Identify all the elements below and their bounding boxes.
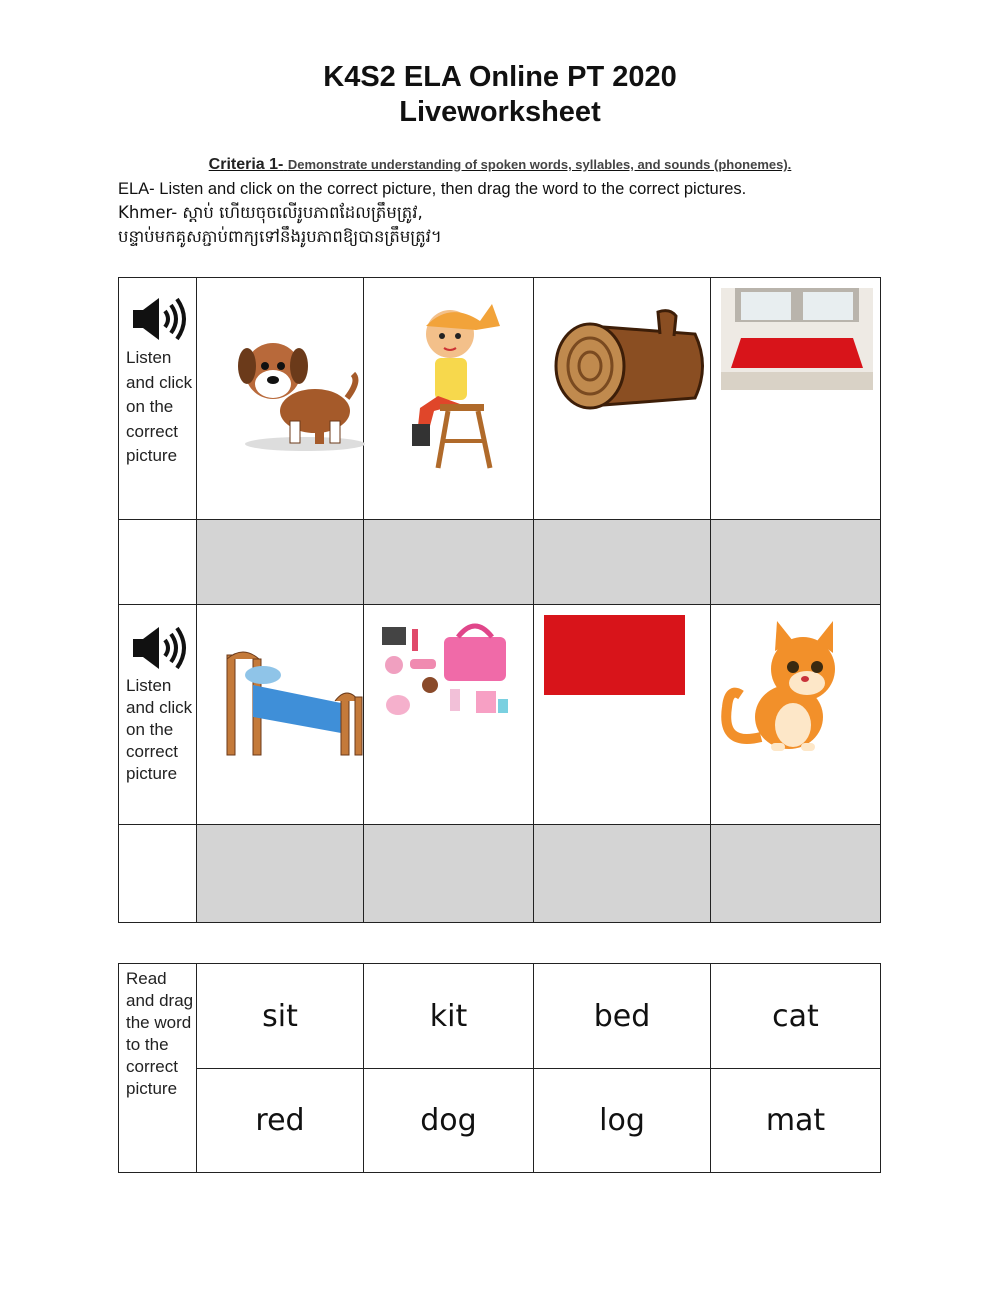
picture-log[interactable] xyxy=(534,278,711,520)
ela-instruction: ELA- Listen and click on the correct picture, then drag the word to the correct pictures. xyxy=(118,180,747,198)
picture-beauty-kit[interactable] xyxy=(364,605,534,825)
word-card[interactable]: red xyxy=(197,1069,364,1173)
log-image xyxy=(550,306,712,426)
listen-label: Listen and click on the correct picture xyxy=(126,348,193,465)
khmer-instruction-line1: Khmer- ស្តាប់ ហើយចុចលើរូបភាពដែលត្រឹមត្រូវ, xyxy=(118,203,423,222)
speaker-icon[interactable] xyxy=(131,296,191,342)
picture-doormat[interactable] xyxy=(711,278,881,520)
picture-girl-sitting[interactable] xyxy=(364,278,534,520)
picture-red-mat[interactable] xyxy=(534,605,711,825)
drop-zone-5[interactable] xyxy=(197,825,364,923)
drop-zone-6[interactable] xyxy=(364,825,534,923)
word-card[interactable]: bed xyxy=(534,964,711,1069)
criteria-lead: Criteria 1- xyxy=(208,156,284,173)
dog-image xyxy=(235,326,365,456)
word-card[interactable]: dog xyxy=(364,1069,534,1173)
picture-grid xyxy=(118,277,881,923)
row2-label-cell xyxy=(119,605,197,825)
criteria-description: Demonstrate understanding of spoken words, syllables, and sounds (phonemes). xyxy=(287,157,792,172)
word-card[interactable]: sit xyxy=(197,964,364,1069)
row1-empty-cell xyxy=(119,520,197,605)
word-bank xyxy=(118,963,881,1173)
cat-image xyxy=(721,617,851,757)
drop-zone-1[interactable] xyxy=(197,520,364,605)
word-card[interactable]: log xyxy=(534,1069,711,1173)
drop-zone-4[interactable] xyxy=(711,520,881,605)
drop-zone-3[interactable] xyxy=(534,520,711,605)
listen-label: Listen and click on the correct picture xyxy=(126,676,193,783)
beauty-kit-image xyxy=(380,619,520,723)
picture-cat[interactable] xyxy=(711,605,881,825)
word-card[interactable]: cat xyxy=(711,964,881,1069)
girl-on-stool-image xyxy=(400,296,510,476)
bed-image xyxy=(223,645,363,763)
word-card[interactable]: mat xyxy=(711,1069,881,1173)
drop-zone-2[interactable] xyxy=(364,520,534,605)
drop-zone-8[interactable] xyxy=(711,825,881,923)
row2-empty-cell xyxy=(119,825,197,923)
row1-label-cell xyxy=(119,278,197,520)
khmer-instruction-line2: បន្ទាប់មកគូសភ្ជាប់ពាក្យទៅនឹងរូបភាពឱ្យបានត្រឹមត្រូវ។ xyxy=(118,227,442,246)
picture-bed[interactable] xyxy=(197,605,364,825)
speaker-icon[interactable] xyxy=(131,625,191,671)
word-card[interactable]: kit xyxy=(364,964,534,1069)
word-bank-label-cell xyxy=(119,964,197,1173)
page-title: K4S2 ELA Online PT 2020 xyxy=(323,61,677,93)
picture-dog[interactable] xyxy=(197,278,364,520)
page-subtitle: Liveworksheet xyxy=(399,96,601,128)
red-mat-image xyxy=(544,615,685,695)
red-doormat-image xyxy=(721,288,873,390)
read-drag-label: Read and drag the word to the correct picture xyxy=(126,969,194,1098)
criteria-line xyxy=(0,156,1000,174)
drop-zone-7[interactable] xyxy=(534,825,711,923)
